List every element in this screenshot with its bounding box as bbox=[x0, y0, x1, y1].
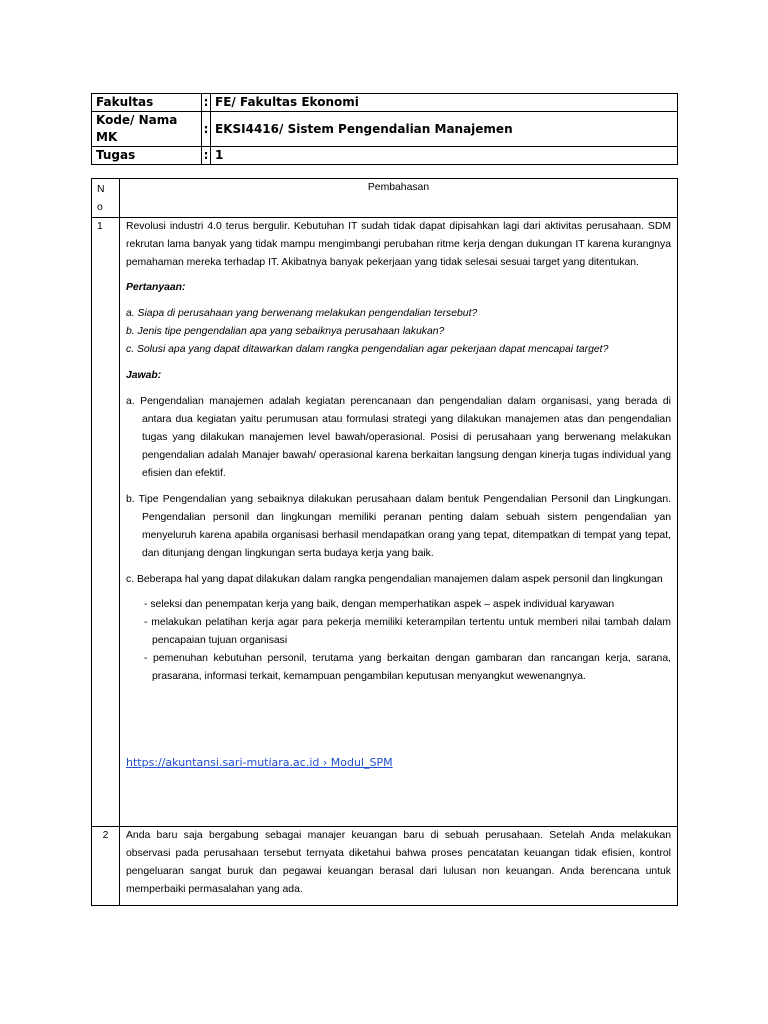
course-info-table bbox=[91, 93, 678, 165]
question-row-2 bbox=[92, 827, 678, 906]
info-value: FE/ Fakultas Ekonomi bbox=[211, 94, 678, 112]
header-title: Pembahasan bbox=[120, 179, 678, 218]
answer-label: Jawab: bbox=[126, 370, 162, 381]
info-value: EKSI4416/ Sistem Pengendalian Manajemen bbox=[211, 112, 678, 147]
answer-c-point: - pemenuhan kebutuhan personil, terutama yang berkaitan dengan gambaran dan rancangan kerja, sarana, prasarana, informasi terkait, kemampuan pengambilan keputusan menyangkut wewenangnya. bbox=[144, 653, 671, 682]
info-row-tugas bbox=[92, 147, 678, 165]
answer-c-point: - seleksi dan penempatan kerja yang baik, dengan memperhatikan aspek – aspek individual karyawan bbox=[144, 599, 615, 610]
question-intro: Revolusi industri 4.0 terus bergulir. Kebutuhan IT sudah tidak dapat dipisahkan lagi dari aktivitas perusahaan. SDM rekrutan lama banyak yang tidak mampu mengimbangi perubahan ritme kerja dengan dukungan IT karena kurangnya pemahaman mereka terhadap IT. Akibatnya banyak pekerjaan yang tidak selesai sesuai target yang ditentukan. bbox=[126, 221, 671, 268]
info-label: Fakultas bbox=[92, 94, 202, 112]
info-row-fakultas bbox=[92, 94, 678, 112]
answer-c-point: - melakukan pelatihan kerja agar para pekerja memiliki keterampilan tertentu untuk memberi nilai tambah dalam pencapaian tujuan organisasi bbox=[144, 617, 671, 646]
question-list bbox=[126, 305, 671, 359]
question-item: b. Jenis tipe pengendalian apa yang sebaiknya perusahaan lakukan? bbox=[126, 326, 445, 337]
header-no-line2: o bbox=[97, 202, 103, 213]
answer-c: c. Beberapa hal yang dapat dilakukan dalam rangka pengendalian manajemen dalam aspek personil dan lingkungan bbox=[126, 574, 663, 585]
info-row-kode bbox=[92, 112, 678, 147]
answer-b: b. Tipe Pengendalian yang sebaiknya dilakukan perusahaan dalam bentuk Pengendalian Personil dan Lingkungan. Pengendalian personil dan lingkungan memiliki peranan penting dalam sebuah sistem pengendalian yan menyeluruh karena apabila organisasi berhasil mendapatkan orang yang tepat, ditempatkan di tempat yang tepat, dan ditunjang dengan lingkungan serta budaya kerja yang baik. bbox=[126, 494, 671, 559]
info-label: Tugas bbox=[92, 147, 202, 165]
answer-a: a. Pengendalian manajemen adalah kegiatan perencanaan dan pengendalian dalam organisasi, yang berada di antara dua kegiatan yaitu perumusan atau formulasi strategi yang dilakukan manajemen atas dan pengendalian tugas yang dilakukan manajemen level bawah/operasional. Posisi di perusahaan yang berwenang melakukan pengendalian adalah Manajer bawah/ operasional karena berkaitan langsung dengan kinerja tugas individual yang efisien dan efektif. bbox=[126, 396, 671, 479]
info-label: Kode/ Nama MK bbox=[92, 112, 202, 147]
question-number: 1 bbox=[92, 218, 120, 827]
source-link[interactable]: https://akuntansi.sari-mutiara.ac.id › Modul_SPM bbox=[126, 756, 393, 769]
question-item: a. Siapa di perusahaan yang berwenang melakukan pengendalian tersebut? bbox=[126, 308, 478, 319]
question-content bbox=[120, 827, 678, 906]
question-row-1 bbox=[92, 218, 678, 827]
question-item: c. Solusi apa yang dapat ditawarkan dalam rangka pengendalian agar pekerjaan dapat mencapai target? bbox=[126, 344, 609, 355]
question-number: 2 bbox=[92, 827, 120, 906]
info-separator: : bbox=[202, 112, 211, 147]
question-content bbox=[120, 218, 678, 827]
table-header-row bbox=[92, 179, 678, 218]
question-text: Anda baru saja bergabung sebagai manajer keuangan baru di sebuah perusahaan. Setelah Anda melakukan observasi pada perusahaan tersebut ternyata diketahui bahwa proses pencatatan keuangan tidak efisien, kontrol pengeluaran sangat buruk dan pegawai keuangan berasal dari lulusan non keuangan. Anda berencana untuk memperbaiki permasalahan yang ada. bbox=[126, 830, 671, 895]
header-no-line1: N bbox=[97, 184, 105, 195]
discussion-table bbox=[91, 178, 678, 906]
header-no-cell bbox=[92, 179, 120, 218]
info-separator: : bbox=[202, 94, 211, 112]
answer-c-points bbox=[126, 596, 671, 686]
info-separator: : bbox=[202, 147, 211, 165]
question-label: Pertanyaan: bbox=[126, 282, 186, 293]
info-value: 1 bbox=[211, 147, 678, 165]
